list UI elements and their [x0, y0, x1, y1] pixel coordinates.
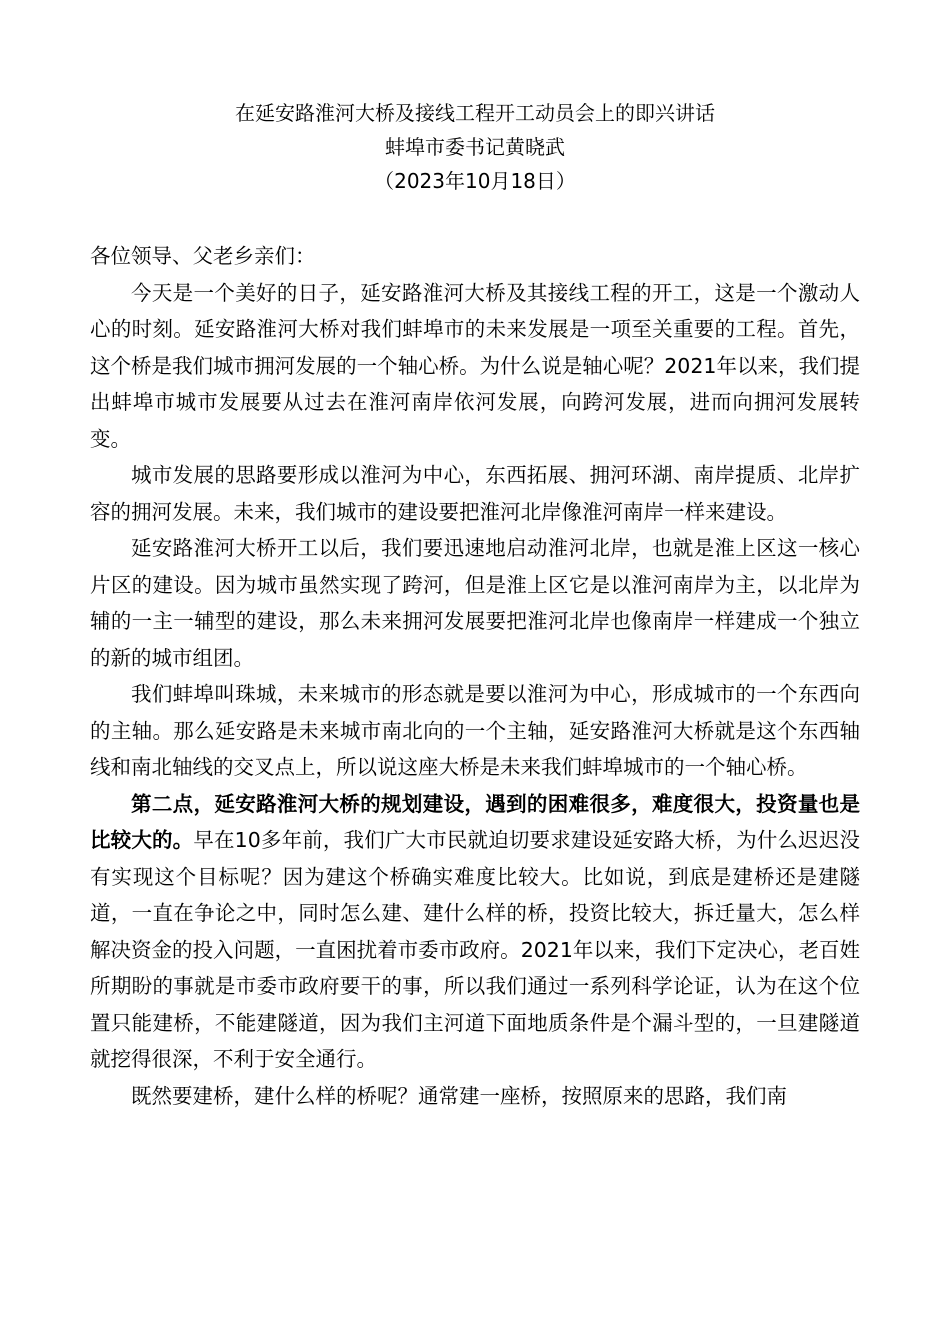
heading-spacer [90, 198, 860, 238]
paragraph-text: 延安路淮河大桥开工以后，我们要迅速地启动淮河北岸，也就是淮上区这一核心片区的建设。因为城市虽然实现了跨河，但是淮上区它是以淮河南岸为主，以北岸为辅的一主一辅型的建设，那么未来拥河发展要把淮河北岸也像南岸一样建成一个独立的新的城市组团。 [90, 536, 860, 670]
paragraph-text: 今天是一个美好的日子，延安路淮河大桥及其接线工程的开工，这是一个激动人心的时刻。延安路淮河大桥对我们蚌埠市的未来发展是一项至关重要的工程。首先，这个桥是我们城市拥河发展的一个轴心桥。为什么说是轴心呢？2021年以来，我们提出蚌埠市城市发展要从过去在淮河南岸依河发展，向跨河发展，进而向拥河发展转变。 [90, 280, 860, 451]
paragraph-text: 城市发展的思路要形成以淮河为中心，东西拓展、拥河环湖、南岸提质、北岸扩容的拥河发展。未来，我们城市的建设要把淮河北岸像淮河南岸一样来建设。 [90, 463, 860, 524]
document-title: 在延安路淮河大桥及接线工程开工动员会上的即兴讲话 [235, 101, 715, 125]
document-page [90, 96, 860, 1114]
paragraph-1 [90, 275, 860, 458]
salutation: 各位领导、父老乡亲们： [90, 244, 316, 268]
paragraph-text: 我们蚌埠叫珠城，未来城市的形态就是要以淮河为中心，形成城市的一个东西向的主轴。那么延安路是未来城市南北向的一个主轴，延安路淮河大桥就是这个东西轴线和南北轴线的交叉点上，所以说这座大桥是未来我们蚌埠城市的一个轴心桥。 [90, 682, 860, 779]
date-line: （2023年10月18日） [374, 169, 576, 193]
paragraph-text: 既然要建桥，建什么样的桥呢？通常建一座桥，按照原来的思路，我们南 [131, 1083, 787, 1108]
speaker-line: 蚌埠市委书记黄晓武 [385, 135, 565, 159]
paragraph-2 [90, 457, 860, 530]
paragraph-6 [90, 1078, 860, 1115]
paragraph-3 [90, 530, 860, 676]
paragraph-lead-bold: 第二点，延安路淮河大桥的规划建设，遇到的困难很多，难度很大，投资量也是比较大的。 [90, 791, 860, 852]
paragraph-4 [90, 676, 860, 786]
paragraph-5 [90, 786, 860, 1078]
paragraph-text: 早在10多年前，我们广大市民就迫切要求建设延安路大桥，为什么迟迟没有实现这个目标呢？因为建这个桥确实难度比较大。比如说，到底是建桥还是建隧道，一直在争论之中，同时怎么建、建什么样的桥，投资比较大，拆迁量大，怎么样解决资金的投入问题，一直困扰着市委市政府。2021年以来，我们下定决心，老百姓所期盼的事就是市委市政府要干的事，所以我们通过一系列科学论证，认为在这个位置只能建桥，不能建隧道，因为我们主河道下面地质条件是个漏斗型的，一旦建隧道就挖得很深，不利于安全通行。 [90, 828, 860, 1071]
